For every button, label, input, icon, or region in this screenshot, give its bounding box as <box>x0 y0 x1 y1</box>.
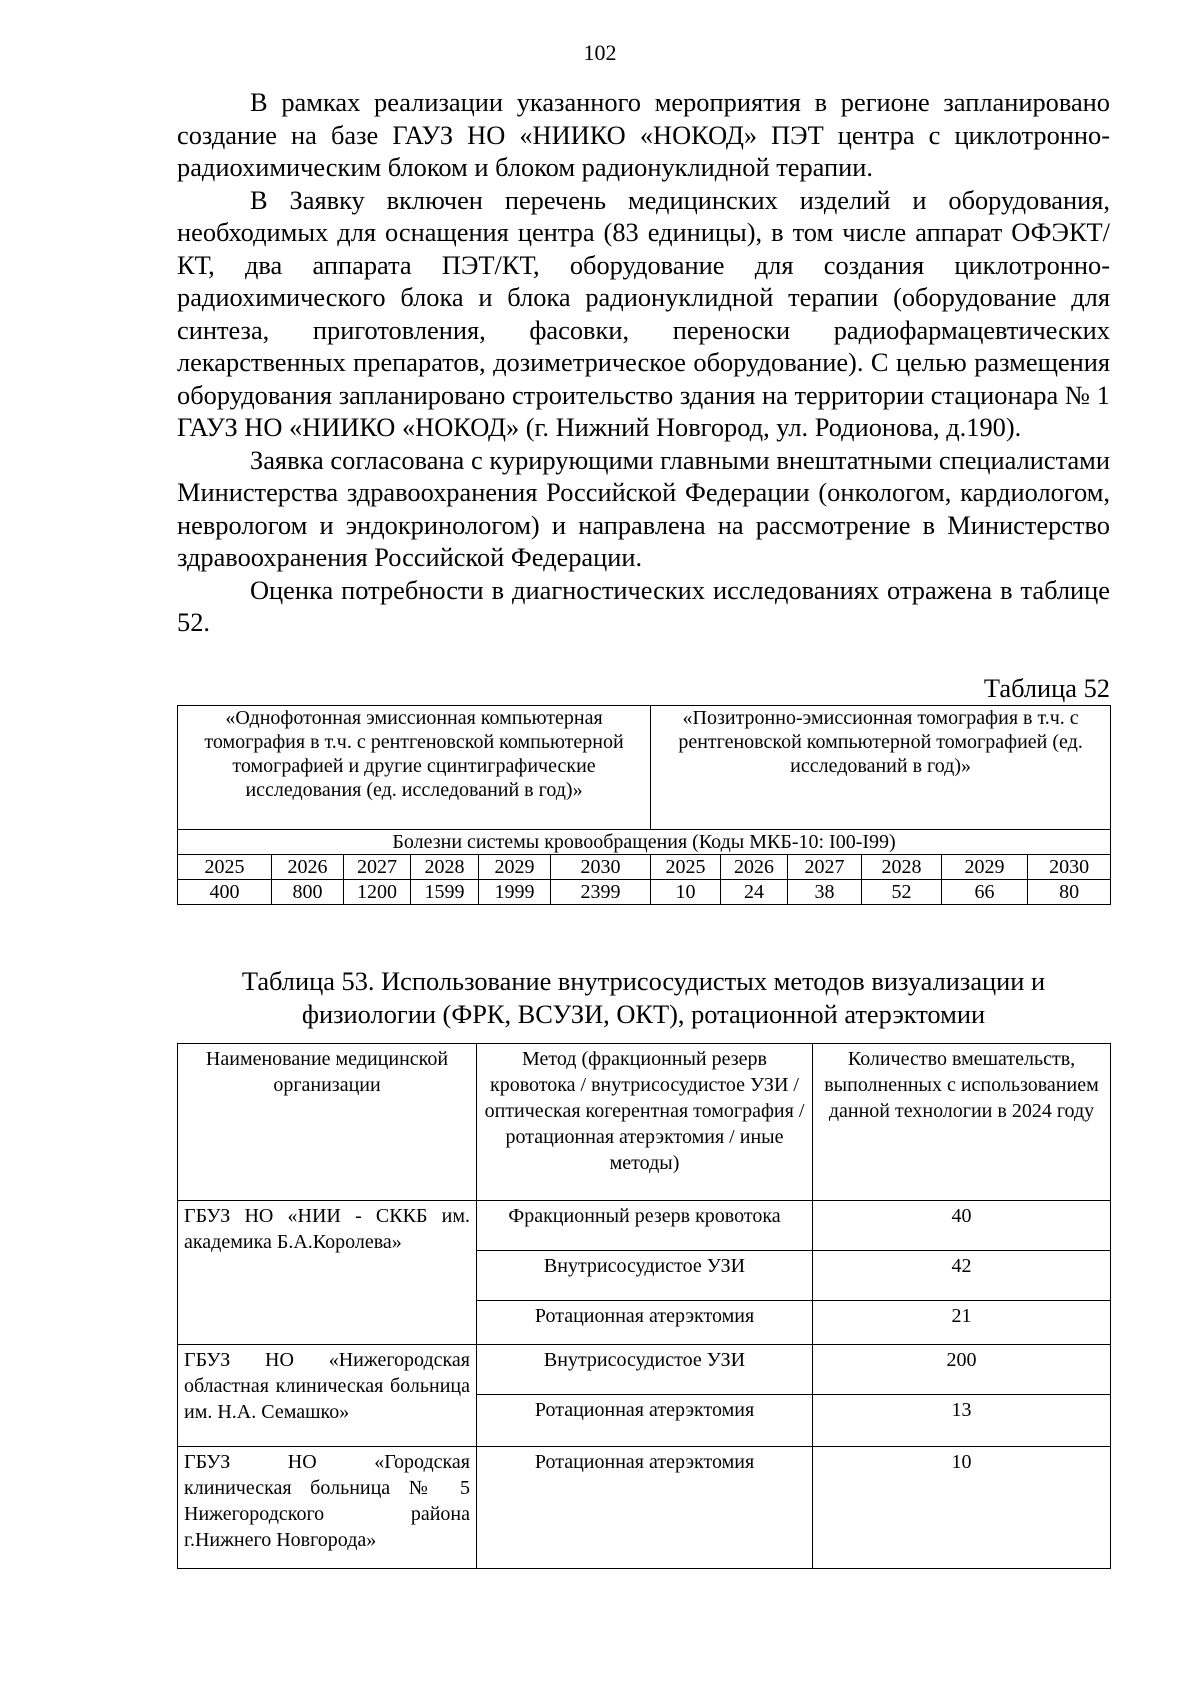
value-cell: 24 <box>721 880 788 905</box>
table-53 <box>177 1043 1111 1569</box>
count-cell: 21 <box>813 1301 1111 1345</box>
value-cell: 38 <box>788 880 862 905</box>
method-cell: Ротационная атерэктомия <box>477 1395 813 1447</box>
year-cell: 2028 <box>411 855 479 880</box>
year-cell: 2028 <box>862 855 942 880</box>
table-body <box>178 1201 1111 1569</box>
method-cell: Фракционный резерв кровотока <box>477 1201 813 1251</box>
method-cell: Ротационная атерэктомия <box>477 1301 813 1345</box>
method-cell: Ротационная атерэктомия <box>477 1447 813 1569</box>
method-cell: Внутрисосудистое УЗИ <box>477 1345 813 1395</box>
table-group-cell: Болезни системы кровообращения (Коды МКБ-10: I00-I99) <box>178 830 1111 855</box>
table-header-cell: Количество вмешательств, выполненных с использованием данной технологии в 2024 году <box>813 1044 1111 1201</box>
year-cell: 2030 <box>551 855 651 880</box>
count-cell: 42 <box>813 1251 1111 1301</box>
table-row <box>178 1345 1111 1395</box>
value-cell: 1599 <box>411 880 479 905</box>
table52-caption: Таблица 52 <box>983 673 1110 703</box>
table-row <box>178 1201 1111 1251</box>
paragraph: Оценка потребности в диагностических исследованиях отражена в таблице 52. <box>177 574 1110 637</box>
body-text <box>177 86 1110 639</box>
value-cell: 66 <box>942 880 1028 905</box>
table-header-row <box>178 706 1111 830</box>
table-row <box>178 1447 1111 1569</box>
value-cell: 80 <box>1028 880 1111 905</box>
paragraph: В Заявку включен перечень медицинских изделий и оборудования, необходимых для оснащения центра (83 единицы), в том числе аппарат ОФЭКТ/КТ, два аппарата ПЭТ/КТ, оборудование для создания циклотронно-радиохимического блока и блока радионуклидной терапии (оборудование для синтеза, приготовления, фасовки, переноски радиофармацевтических лекарственных препаратов, дозиметрическое оборудование). С целью размещения оборудования запланировано строительство здания на территории стационара № 1 ГАУЗ НО «НИИКО «НОКОД» (г. Нижний Новгород, ул. Родионова, д.190). <box>177 184 1110 442</box>
table-header-cell: Метод (фракционный резерв кровотока / внутрисосудистое УЗИ / оптическая когерентная томография / ротационная атерэктомия / иные методы) <box>477 1044 813 1201</box>
year-cell: 2026 <box>272 855 344 880</box>
value-cell: 1999 <box>479 880 551 905</box>
value-cell: 800 <box>272 880 344 905</box>
count-cell: 13 <box>813 1395 1111 1447</box>
table-header-cell: «Позитронно-эмиссионная томография в т.ч. с рентгеновской компьютерной томографией (ед. исследований в год)» <box>651 706 1111 830</box>
table-52 <box>177 705 1111 905</box>
count-cell: 200 <box>813 1345 1111 1395</box>
year-cell: 2029 <box>479 855 551 880</box>
table-group-row <box>178 830 1111 855</box>
value-cell: 400 <box>178 880 272 905</box>
value-cell: 10 <box>651 880 721 905</box>
table-header-cell: Наименование медицинской организации <box>178 1044 477 1201</box>
value-cell: 2399 <box>551 880 651 905</box>
table-values-row <box>178 880 1111 905</box>
value-cell: 1200 <box>344 880 411 905</box>
value-cell: 52 <box>862 880 942 905</box>
count-cell: 40 <box>813 1201 1111 1251</box>
table-years-row <box>178 855 1111 880</box>
organization-name-cell: ГБУЗ НО «Городская клиническая больница № 5 Нижегородского района г.Нижнего Новгорода» <box>178 1447 477 1569</box>
paragraph: В рамках реализации указанного мероприятия в регионе запланировано создание на базе ГАУЗ НО «НИИКО «НОКОД» ПЭТ центра с циклотронно-радиохимическим блоком и блоком радионуклидной терапии. <box>177 87 1110 182</box>
page-number: 102 <box>583 40 617 65</box>
year-cell: 2029 <box>942 855 1028 880</box>
year-cell: 2027 <box>788 855 862 880</box>
organization-name-cell: ГБУЗ НО «НИИ - СККБ им. академика Б.А.Королева» <box>178 1201 477 1345</box>
year-cell: 2027 <box>344 855 411 880</box>
year-cell: 2026 <box>721 855 788 880</box>
table-header-row <box>178 1044 1111 1201</box>
table53-title: Таблица 53. Использование внутрисосудистых методов визуализации и физиологии (ФРК, ВСУЗИ, ОКТ), ротационной атерэктомии <box>241 966 1046 1029</box>
table-header-cell: «Однофотонная эмиссионная компьютерная томография в т.ч. с рентгеновской компьютерной томографией и другие сцинтиграфические исследования (ед. исследований в год)» <box>178 706 651 830</box>
year-cell: 2025 <box>178 855 272 880</box>
count-cell: 10 <box>813 1447 1111 1569</box>
method-cell: Внутрисосудистое УЗИ <box>477 1251 813 1301</box>
year-cell: 2030 <box>1028 855 1111 880</box>
year-cell: 2025 <box>651 855 721 880</box>
paragraph: Заявка согласована с курирующими главными внештатными специалистами Министерства здравоохранения Российской Федерации (онкологом, кардиологом, неврологом и эндокринологом) и направлена на рассмотрение в Министерство здравоохранения Российской Федерации. <box>177 444 1110 572</box>
organization-name-cell: ГБУЗ НО «Нижегородская областная клиническая больница им. Н.А. Семашко» <box>178 1345 477 1447</box>
